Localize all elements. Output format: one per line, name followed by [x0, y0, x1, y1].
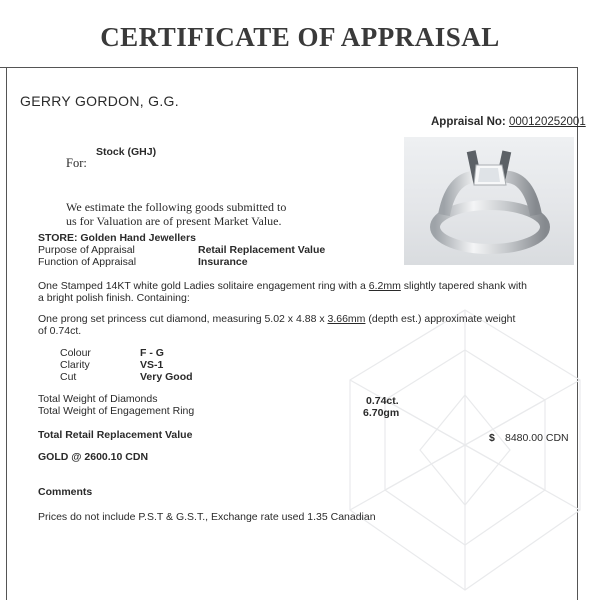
- top-rule: [0, 67, 578, 68]
- grade-cut-value: Very Good: [140, 371, 193, 383]
- appraiser-name: GERRY GORDON, G.G.: [20, 93, 179, 109]
- comments-heading: Comments: [38, 486, 93, 498]
- diamond-depth: 3.66mm: [327, 313, 366, 325]
- for-label: For:: [66, 156, 87, 170]
- shank-width: 6.2mm: [368, 280, 401, 292]
- gold-price: GOLD @ 2600.10 CDN: [38, 451, 149, 463]
- purpose-label: Purpose of Appraisal: [38, 244, 135, 256]
- grade-colour-value: F - G: [140, 347, 164, 359]
- diamond-weight-label: Total Weight of Diamonds: [38, 393, 158, 405]
- grade-colour-label: Colour: [60, 347, 91, 359]
- total-value-label: Total Retail Replacement Value: [38, 429, 193, 441]
- estimate-line-1: We estimate the following goods submitted to: [66, 200, 287, 214]
- diamond-description-line-1: [38, 313, 515, 325]
- total-value: 8480.00 CDN: [505, 432, 569, 444]
- grade-clarity-label: Clarity: [60, 359, 90, 371]
- diamond-desc-text-end: (depth est.) approximate weight: [365, 313, 516, 325]
- left-border: [6, 67, 7, 600]
- diamond-weight-value: 0.74ct.: [366, 395, 399, 407]
- page-title: CERTIFICATE OF APPRAISAL: [100, 22, 500, 52]
- store-name: STORE: Golden Hand Jewellers: [38, 232, 196, 244]
- stock-code: Stock (GHJ): [96, 146, 157, 158]
- ring-weight-label: Total Weight of Engagement Ring: [38, 405, 195, 417]
- comments-text: Prices do not include P.S.T & G.S.T., Exchange rate used 1.35 Canadian: [38, 511, 376, 523]
- appraisal-number-value: 000120252001: [508, 116, 586, 128]
- ring-desc-text-end: slightly tapered shank with: [400, 280, 527, 292]
- ring-photo-icon: [404, 137, 574, 265]
- appraisal-number-label: Appraisal No:: [431, 116, 506, 128]
- purpose-value: Retail Replacement Value: [198, 244, 326, 256]
- ring-photo: [404, 137, 574, 265]
- ring-description-line-2: a bright polish finish. Containing:: [38, 292, 190, 304]
- diamond-desc-text: One prong set princess cut diamond, measuring 5.02 x 4.88 x: [38, 313, 328, 325]
- function-value: Insurance: [198, 256, 248, 268]
- diamond-description-line-2: of 0.74ct.: [38, 325, 82, 337]
- ring-description-line-1: [38, 280, 527, 292]
- appraisal-number: [431, 116, 586, 128]
- estimate-line-2: us for Valuation are of present Market Value.: [66, 214, 282, 228]
- function-label: Function of Appraisal: [38, 256, 137, 268]
- ring-weight-value: 6.70gm: [363, 407, 400, 419]
- grade-clarity-value: VS-1: [140, 359, 164, 371]
- ring-desc-text: One Stamped 14KT white gold Ladies solitaire engagement ring with a: [38, 280, 369, 292]
- total-currency: $: [489, 432, 495, 444]
- diamond-watermark-icon: [327, 300, 600, 600]
- grade-cut-label: Cut: [60, 371, 77, 383]
